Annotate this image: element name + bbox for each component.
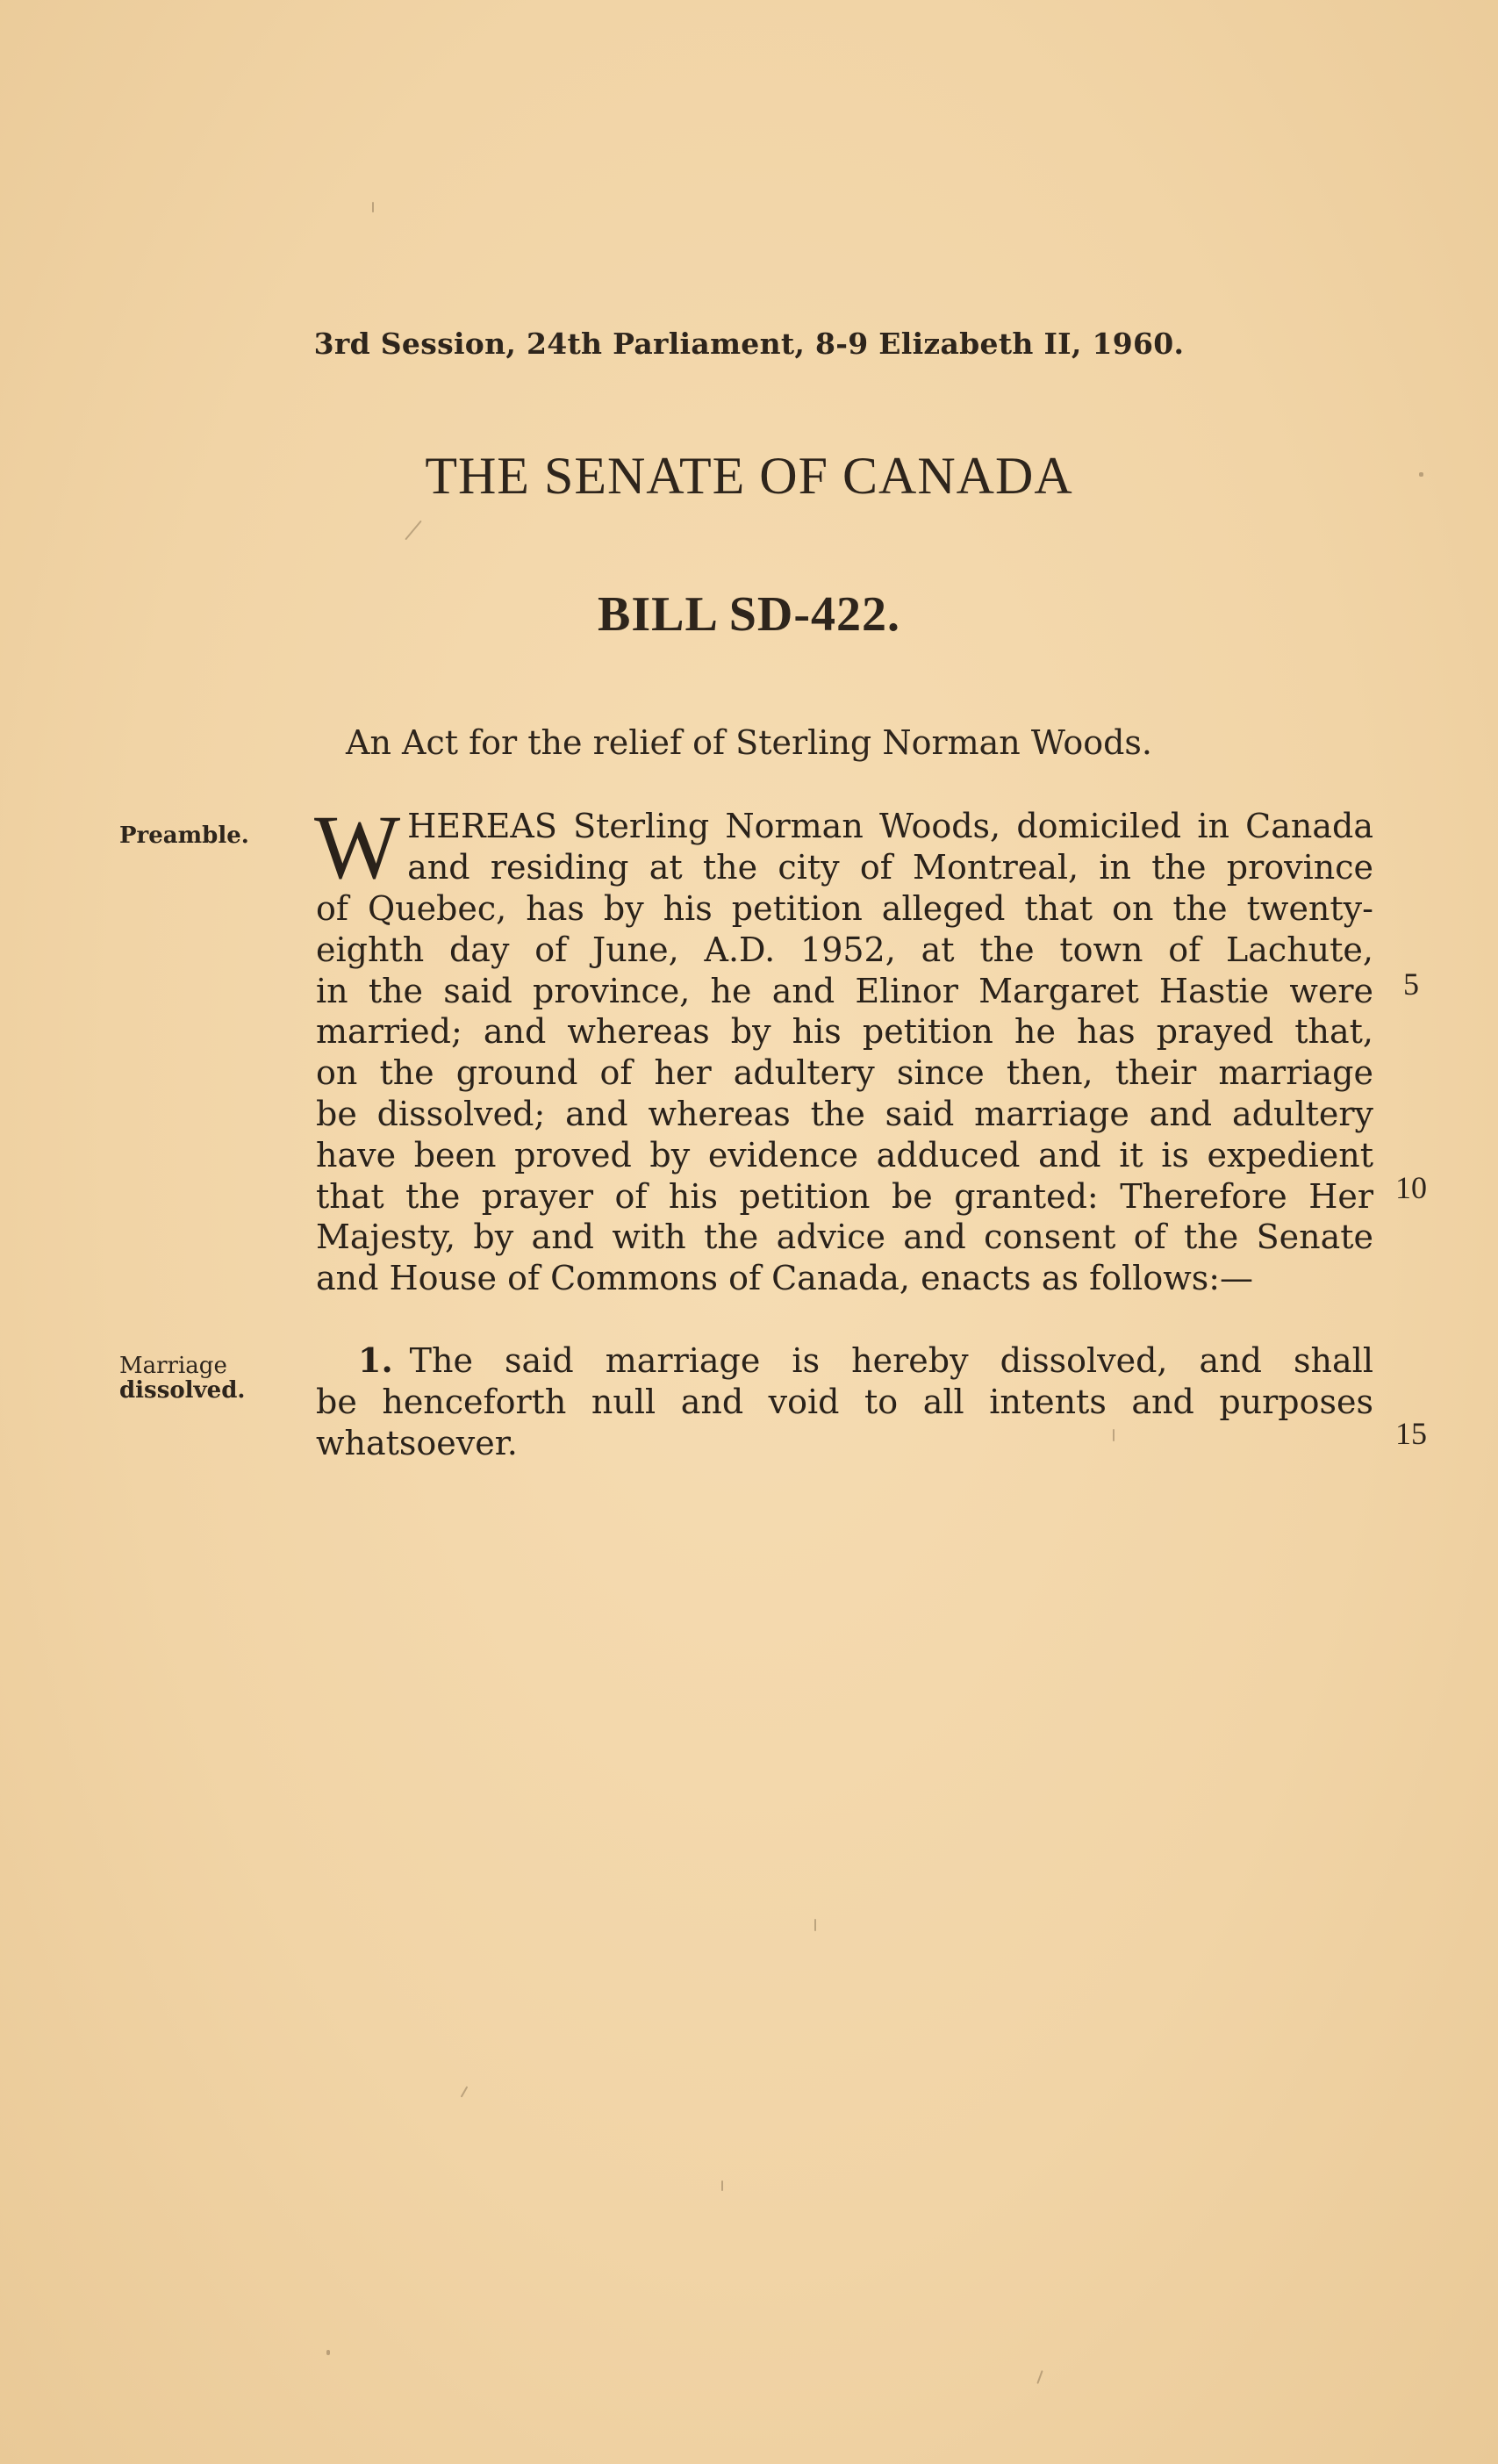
preamble-line: be dissolved; and whereas the said marriage and adultery xyxy=(316,1094,1373,1133)
preamble-line: eighth day of June, A.D. 1952, at the town of Lachute, xyxy=(316,930,1373,969)
margin-note-marriage-line1: Marriage xyxy=(119,1353,227,1379)
preamble-line: married; and whereas by his petition he has prayed that, xyxy=(316,1012,1373,1052)
preamble-line: in the said province, he and Elinor Margaret Hastie were xyxy=(316,971,1373,1010)
act-title: An Act for the relief of Sterling Norman Woods. xyxy=(346,723,1152,762)
paper-speck xyxy=(372,202,374,212)
line-number-10: 10 xyxy=(1395,1170,1427,1205)
margin-note-marriage-line2: dissolved. xyxy=(119,1377,246,1404)
paper-speck xyxy=(1113,1429,1115,1441)
section-1-line xyxy=(316,1340,1373,1382)
preamble-line: Majesty, by and with the advice and consent of the Senate xyxy=(316,1218,1373,1257)
session-line: 3rd Session, 24th Parliament, 8-9 Elizabeth II, 1960. xyxy=(313,327,1185,361)
preamble-line: and House of Commons of Canada, enacts as follows:— xyxy=(316,1259,1254,1298)
margin-note-preamble: Preamble. xyxy=(119,823,249,849)
preamble-line: have been proved by evidence adduced and it is expedient xyxy=(316,1135,1373,1175)
preamble-line: HEREAS Sterling Norman Woods, domiciled in Canada xyxy=(407,807,1373,845)
paper-speck xyxy=(721,2180,723,2191)
dropcap-letter: W xyxy=(314,797,401,898)
paper-speck xyxy=(405,521,422,541)
preamble-line: of Quebec, has by his petition alleged that on the twenty- xyxy=(316,889,1373,928)
preamble-line: on the ground of her adultery since then, their marriage xyxy=(316,1053,1373,1093)
section-1-text: The said marriage is hereby dissolved, and shall xyxy=(409,1341,1373,1380)
preamble-line: that the prayer of his petition be granted: Therefore Her xyxy=(316,1176,1373,1216)
line-number-15: 15 xyxy=(1395,1416,1427,1451)
section-1-line: be henceforth null and void to all intents and purposes xyxy=(316,1382,1373,1421)
house-title: THE SENATE OF CANADA xyxy=(425,447,1073,505)
paper-speck xyxy=(814,1919,816,1931)
preamble-paragraph xyxy=(314,797,1373,1299)
paper-speck xyxy=(1419,472,1423,477)
section-1-paragraph xyxy=(316,1340,1373,1463)
paper-speck xyxy=(461,2086,469,2097)
margin-note-marriage-dissolved xyxy=(119,1354,260,1403)
bill-number: BILL SD-422. xyxy=(598,587,900,642)
paper-speck xyxy=(326,2350,330,2355)
line-number-5: 5 xyxy=(1403,966,1419,1002)
preamble-line: and residing at the city of Montreal, in the province xyxy=(407,847,1373,887)
section-1-line: whatsoever. xyxy=(316,1423,518,1462)
paper-speck xyxy=(1036,2370,1043,2384)
section-number: 1. xyxy=(358,1340,393,1380)
show-through-ghost-header xyxy=(0,162,1498,189)
